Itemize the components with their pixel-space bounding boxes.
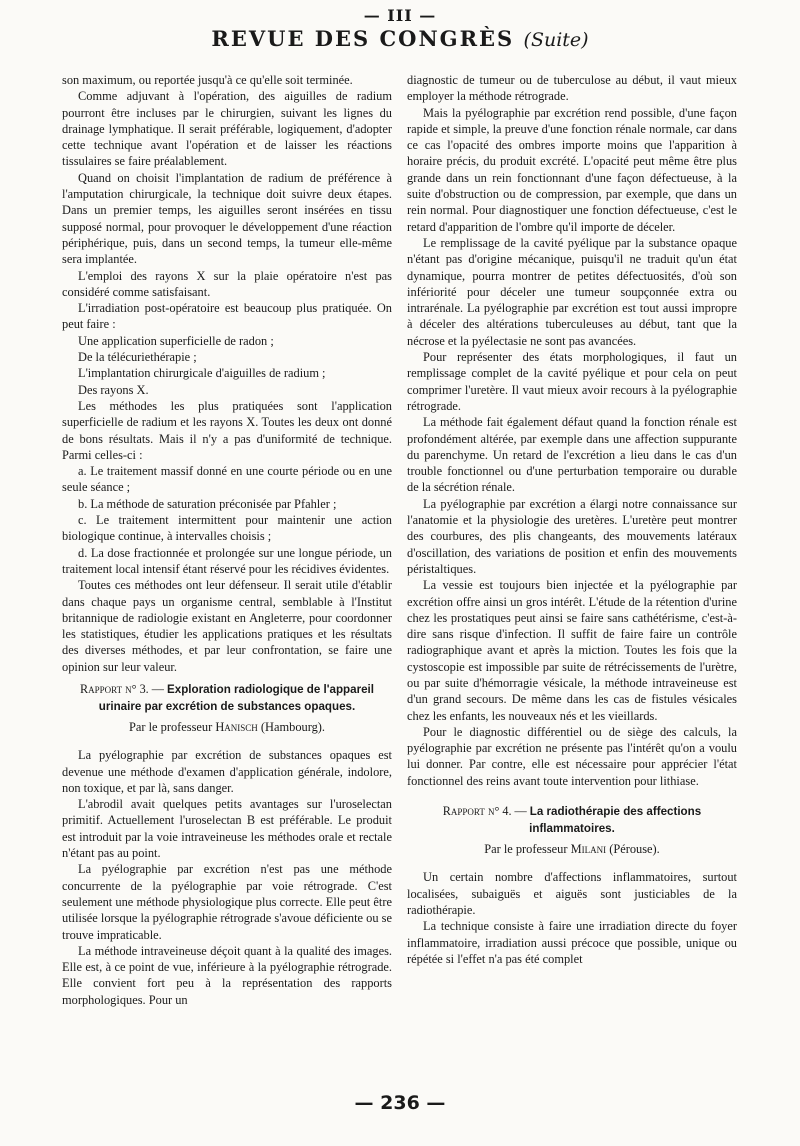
report-author bbox=[407, 841, 737, 857]
page-number: — 236 — bbox=[354, 1092, 446, 1114]
paragraph: Mais la pyélographie par excrétion rend possible, d'une façon rapide et simple, la preuve d'une fonction rénale normale, car dans ce cas l'opacité des ombres importe moins que l'apparition à horaire précis, du produit excrété. L'opacité peut même être plus grande dans un rein fonctionnant d'une façon défectueuse, à la suite d'obstruction ou de compression, par exemple, que dans un rein normal. Pour diagnostiquer une fonction défectueuse, c'est le retard d'apparition de l'ombre qu'il importe de déceler. bbox=[407, 105, 737, 234]
list-item: Des rayons X. bbox=[78, 382, 149, 397]
paragraph: La pyélographie par excrétion de substances opaques est devenue une méthode d'examen d'application générale, indolore, non toxique, et par là, sans danger. bbox=[62, 748, 392, 795]
author-name: Hanisch bbox=[215, 719, 258, 734]
paragraph: La méthode intraveineuse déçoit quant à la qualité des images. Elle est, à ce point de vue, inférieure à la pyélographie rétrograde. Elle convient fort peu à la représentation des rapports morphologiques. Pour un bbox=[62, 943, 392, 1007]
paragraph: La pyélographie par excrétion a élargi notre connaissance sur l'anatomie et la physiologie des uretères. L'uretère peut montrer des courbures, des plis changeants, des mouvements latéraux d'oscillation, des variations de position et enfin des mouvements péristaltiques. bbox=[407, 496, 737, 576]
paragraph: son maximum, ou reportée jusqu'à ce qu'elle soit terminée. bbox=[62, 73, 353, 87]
list-item-b: b. La méthode de saturation préconisée par Pfahler ; bbox=[78, 496, 337, 511]
report-title: La radiothérapie des affections inflammatoires. bbox=[529, 805, 702, 836]
list-item-d: d. La dose fractionnée et prolongée sur une longue période, un traitement local intensif étant réservé pour les récidives évidentes. bbox=[62, 545, 392, 576]
paragraph: Toutes ces méthodes ont leur défenseur. Il serait utile d'établir dans chaque pays un organisme central, semblable à l'Institut britannique de radiologie existant en Angleterre, pour coordonner les statistiques, étudier les applications pratiques et les résultats des diverses méthodes, et par leur confrontation, se faire une opinion sur leur valeur. bbox=[62, 578, 392, 674]
paragraph: La méthode fait également défaut quand la fonction rénale est profondément altérée, par exemple dans une affection suppurante du parenchyme. Un retard de l'excrétion a lieu dans le cas d'un trouble fonctionnel ou d'une perturbation temporaire ou durable de la sécrétion rénale. bbox=[407, 415, 737, 495]
paragraph: Le remplissage de la cavité pyélique par la substance opaque n'étant pas d'origine mécanique, puisqu'il ne traduit qu'un état dynamique, pourra montrer de petites défectuosités, d'où son infériorité pour déceler une tumeur soupçonnée extra ou intrarénale. La pyélographie par excrétion est tout aussi impropre à déceler des altérations tuberculeuses au début, tant que la nécrose et la pyélectasie ne sont pas avancées. bbox=[407, 235, 737, 348]
paragraph: L'irradiation post-opératoire est beaucoup plus pratiquée. On peut faire : bbox=[62, 301, 392, 332]
paragraph: La vessie est toujours bien injectée et la pyélographie par excrétion offre ainsi un gros intérêt. L'étude de la rétention d'urine chez les prostatiques peut ainsi se faire sans cathétérisme, c'est-à-dire sans risque d'infection. Il suffit de faire faire un contrôle radiographique avant et après la miction. Toutes les fois que la cystoscopie est impossible par suite de rétrécissements de l'urètre, ou par suite d'hémorragie vésicale, la méthode intraveineuse est d'un grand secours. De même dans les cas de fistules vésicales chez les enfants, les nouveaux nés et les vieillards. bbox=[407, 578, 737, 723]
paragraph: diagnostic de tumeur ou de tuberculose au début, il vaut mieux employer la méthode rétrograde. bbox=[407, 73, 737, 104]
journal-title: REVUE DES CONGRÈS bbox=[211, 26, 515, 51]
paragraph: La pyélographie par excrétion n'est pas une méthode concurrente de la pyélographie par voie rétrograde. C'est seulement une méthode physiologique plus correcte. Elle peut être utilisée lorsque la pyélographie rétrograde s'avoue déficiente ou se trouve impraticable. bbox=[62, 862, 392, 942]
author-name: Milani bbox=[570, 842, 607, 857]
paragraph: Quand on choisit l'implantation de radium de préférence à l'amputation chirurgicale, la technique doit suivre deux étapes. Dans un premier temps, les aiguilles seront insérées en tissu supposé normal, pour provoquer le développement d'une réaction périphérique, puis, dans un second temps, la tumeur elle-même sera implantée. bbox=[62, 170, 392, 267]
report-title: Exploration radiologique de l'appareil urinaire par excrétion de substances opaques. bbox=[98, 682, 374, 713]
right-column bbox=[407, 72, 737, 967]
folio: — III — bbox=[363, 6, 437, 25]
list-item-c: c. Le traitement intermittent pour maintenir une action biologique continue, à intervalles choisis ; bbox=[62, 513, 392, 544]
paragraph: L'abrodil avait quelques petits avantages sur l'uroselectan primitif. Actuellement l'uroselectan B est préférable. Le produit est introduit par la voie intraveineuse les méthodes orale et rectale n'étant pas au point. bbox=[62, 797, 392, 861]
list-item-a: a. Le traitement massif donné en une courte période ou en une seule séance ; bbox=[62, 464, 392, 495]
author-prefix: Par le professeur bbox=[484, 842, 568, 857]
paragraph: L'emploi des rayons X sur la plaie opératoire n'est pas considéré comme satisfaisant. bbox=[62, 268, 392, 299]
report-number: Rapport n° 3. — bbox=[80, 681, 164, 696]
paragraph: Les méthodes les plus pratiquées sont l'application superficielle de radium et les rayons X. Toutes les deux ont donné de bons résultats. Mais il n'y a pas d'uniformité de technique. Parmi celles-ci : bbox=[62, 398, 392, 462]
author-city: (Hambourg). bbox=[260, 719, 326, 734]
report-3-heading bbox=[62, 681, 392, 715]
paragraph: Pour le diagnostic différentiel ou de siège des calculs, la pyélographie par excrétion ne présente pas l'intérêt qu'on a voulu lui donner. Par contre, elle est nécessaire pour apprécier l'état fonctionnel des reins avant toute intervention pour lithiase. bbox=[407, 724, 737, 788]
suite-label: (Suite) bbox=[523, 29, 589, 51]
author-prefix: Par le professeur bbox=[128, 719, 213, 734]
running-title bbox=[0, 26, 800, 51]
paragraph: La technique consiste à faire une irradiation directe du foyer inflammatoire, irradiation aussi précoce que possible, unique ou répétée si l'effet n'a pas été complet bbox=[407, 919, 737, 966]
paragraph: Un certain nombre d'affections inflammatoires, surtout localisées, subaiguës et aiguës sont justiciables de la radiothérapie. bbox=[407, 870, 737, 917]
report-author bbox=[62, 719, 392, 735]
list-item: Une application superficielle de radon ; bbox=[78, 333, 274, 348]
author-city: (Pérouse). bbox=[609, 842, 660, 857]
paragraph: Pour représenter des états morphologiques, il faut un remplissage complet de la cavité pyélique et pour cela on peut comprimer l'uretère. Il vaut mieux avoir recours à la pyélographie rétrograde. bbox=[407, 350, 737, 413]
list-item: L'implantation chirurgicale d'aiguilles de radium ; bbox=[78, 366, 326, 381]
report-4-heading bbox=[407, 803, 737, 837]
report-number: Rapport n° 4. — bbox=[442, 804, 527, 819]
left-column bbox=[62, 72, 392, 1008]
paragraph: Comme adjuvant à l'opération, des aiguilles de radium pourront être incluses par le chirurgien, suivant les lignes du drainage lymphatique. Il serait préférable, logiquement, d'adopter cette technique avant l'opération et de laisser les réactions tissulaires se faire préalablement. bbox=[62, 89, 392, 169]
list-item: De la télécuriethérapie ; bbox=[78, 350, 197, 365]
